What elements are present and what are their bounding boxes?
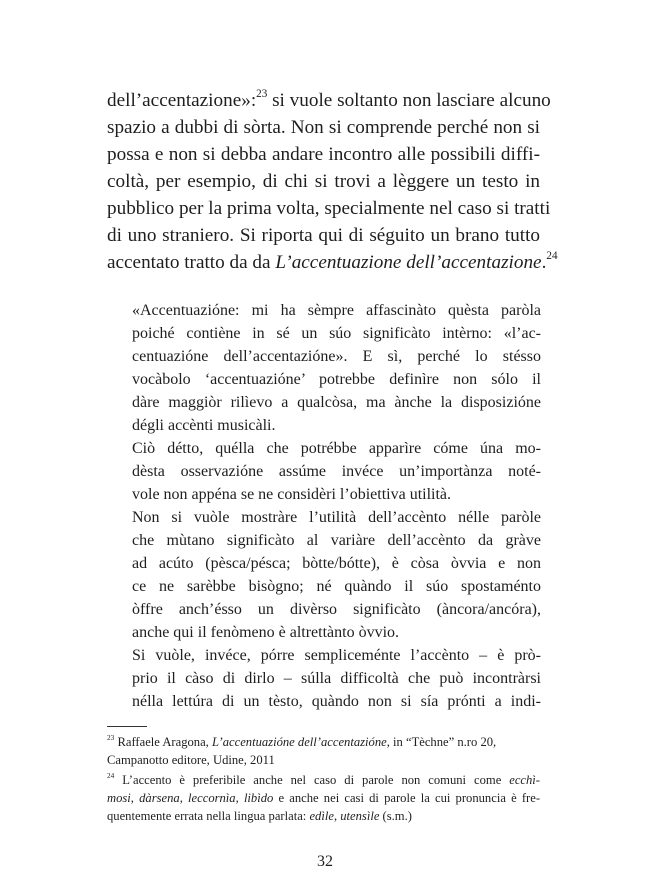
footnote-24 — [107, 770, 540, 788]
footnote-24-line-2: mosi, dàrsena, leccornìa, libìdo e anche nei casi di parole la cui pronuncia è fre- — [107, 791, 541, 805]
body-line-5: pubblico per la prima volta, specialmente nel caso si tratti — [107, 198, 551, 219]
body-text: accentato tratto da da — [107, 252, 276, 273]
footnote-23-line-2: Campanotto editore, Udine, 2011 — [107, 753, 275, 767]
quote-line: vole non appéna se ne considèri l’obiettiva utilità. — [132, 486, 452, 503]
footnote-word: edìle — [309, 809, 334, 823]
body-text: si vuole soltanto non lasciare alcuno — [267, 90, 551, 111]
quote-line: Non si vuòle mostràre l’utilità dell’accènto nélle paròle — [132, 509, 541, 526]
book-title: L’accentuazione dell’accentazione — [275, 252, 542, 273]
separator: , — [130, 791, 140, 805]
quote-line: anche qui il fenòmeno è altrettànto òvvio. — [132, 624, 400, 641]
footnote-ref-23: 23 — [256, 87, 268, 100]
page-number: 32 — [317, 853, 333, 870]
body-line-4: coltà, per esempio, di chi si trovi a lèggere un testo in — [107, 171, 540, 192]
footnote-text: quentemente errata nella lingua parlata: — [107, 809, 310, 823]
quote-line: centuazióne dell’accentazióne». E sì, perché lo stésso — [132, 348, 541, 365]
quote-line: vocàbolo ‘accentuazióne’ potrebbe definìre non sólo il — [132, 371, 541, 388]
footnote-word: ecchì- — [509, 773, 540, 787]
footnote-ref-24: 24 — [546, 249, 558, 262]
quote-line: ce ne sarèbbe bisògno; né quàndo il súo spostaménto — [132, 578, 541, 595]
body-line-3: possa e non si debba andare incontro alle possibili diffi- — [107, 144, 540, 165]
footnote-word: utensìle — [340, 809, 380, 823]
footnote-number: 23 — [107, 732, 115, 742]
footnote-text: e anche nei casi di parole la cui pronuncia è fre- — [273, 791, 541, 805]
quote-line: prio il càso di dirlo – súlla difficoltà che può incontràrsi — [132, 670, 541, 687]
quote-line: Ciò détto, quélla che potrébbe apparìre cóme úna mo- — [132, 440, 541, 457]
footnote-text: (s.m.) — [379, 809, 412, 823]
footnote-word: libìdo — [243, 791, 274, 805]
quote-line: dàre maggiòr rilìevo a qualcòsa, ma ànche la disposizióne — [132, 394, 541, 411]
footnote-word: dàrsena — [139, 791, 180, 805]
footnote-24-line-3: quentemente errata nella lingua parlata: edìle, utensìle (s.m.) — [107, 809, 412, 823]
quote-line: dèsta osservazióne assúme invéce un’importànza noté- — [132, 463, 541, 480]
body-text: . — [541, 252, 547, 273]
footnote-text: , in “Tèchne” n.ro 20, — [386, 735, 497, 749]
quote-line: ad acúto (pèsca/pésca; bòtte/bótte), è còsa òvvia e non — [132, 555, 541, 572]
quote-line: poiché contiène in sé un súo significàto intèrno: «l’ac- — [132, 325, 541, 342]
quote-line: òffre anch’ésso un divèrso significàto (àncora/ancóra), — [132, 601, 541, 618]
body-line-7 — [107, 249, 558, 274]
footnote-text: L’accento è preferibile anche nel caso di parole non comuni come — [122, 773, 510, 787]
quote-line: nélla lettúra di un tèsto, quàndo non si sía prónti a indi- — [132, 693, 541, 710]
footnote-word: leccornìa — [188, 791, 236, 805]
body-text: dell’accentazione»: — [107, 90, 257, 111]
footnote-separator — [107, 726, 147, 727]
body-line-1 — [107, 87, 551, 112]
quote-line: che mùtano significàto al variàre dell’accènto da gràve — [132, 532, 541, 549]
footnote-title: L’accentuazióne dell’accentazióne — [211, 735, 387, 749]
footnote-text: Raffaele Aragona, — [117, 735, 212, 749]
body-line-2: spazio a dubbi di sòrta. Non si comprende perché non si — [107, 117, 540, 138]
quote-line: Si vuòle, invéce, pórre sempliceménte l’accènto – è prò- — [132, 647, 541, 664]
body-line-6: di uno straniero. Si riporta qui di séguito un brano tutto — [107, 225, 540, 246]
footnote-word: mosi — [107, 791, 131, 805]
quote-line: dégli accènti musicàli. — [132, 417, 276, 434]
footnote-23 — [107, 732, 497, 750]
footnote-number: 24 — [107, 770, 115, 780]
quote-line: «Accentuazióne: mi ha sèmpre affascinàto quèsta paròla — [132, 302, 541, 319]
